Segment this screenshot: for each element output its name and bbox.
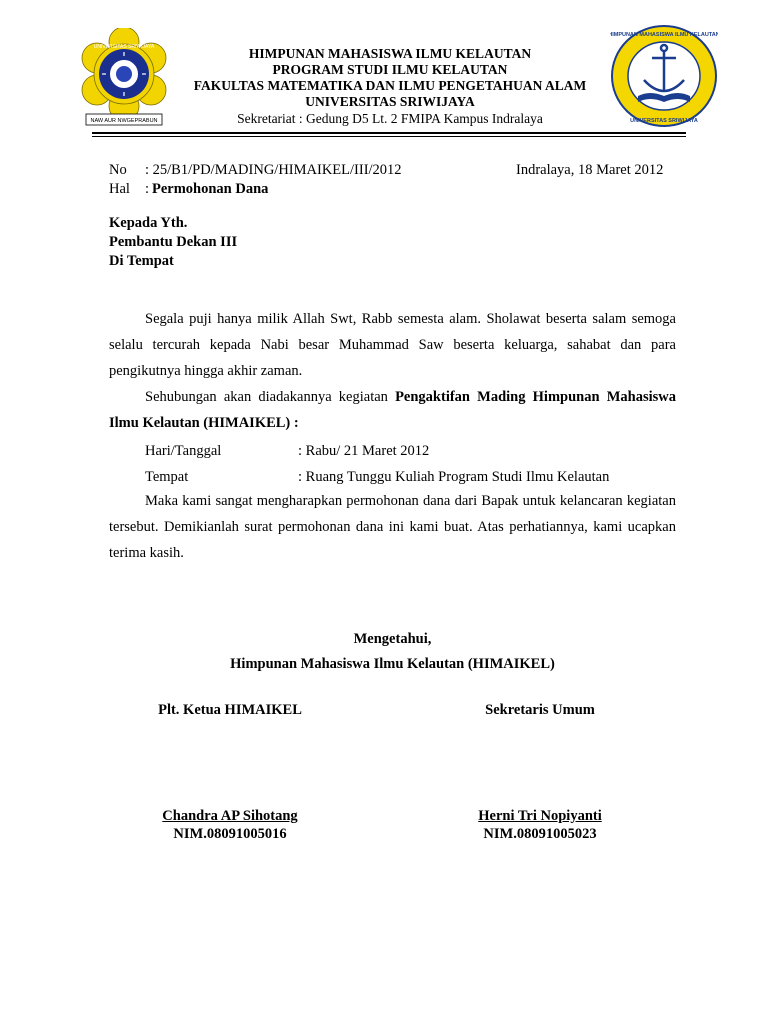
body-paragraph-2-text: Sehubungan akan diadakannya kegiatan (145, 389, 396, 405)
recipient-greeting: Kepada Yth. (109, 215, 188, 231)
organization-name: Himpunan Mahasiswa Ilmu Kelautan (HIMAIKEL) (230, 656, 555, 672)
header-secretariat: Sekretariat : Gedung D5 Lt. 2 FMIPA Kampus Indralaya (237, 111, 543, 126)
right-signer-role: Sekretaris Umum (485, 702, 595, 718)
logo-ring-text: UNIVERSITAS SRIWIJAYA (93, 44, 155, 50)
header-org-name: HIMPUNAN MAHASISWA ILMU KELAUTAN (248, 46, 532, 61)
logo-ribbon-text: NAW AUR NWGEPRABUN (90, 118, 158, 124)
acknowledge-label: Mengetahui, (353, 631, 432, 647)
header-faculty: FAKULTAS MATEMATIKA DAN ILMU PENGETAHUAN ALAM (193, 78, 587, 93)
place-label: Tempat (145, 469, 189, 485)
letter-subject: Permohonan Dana (152, 181, 269, 197)
header-divider-thin (92, 136, 686, 137)
recipient-title: Pembantu Dekan III (109, 234, 238, 250)
letter-subject-label: Hal (109, 181, 130, 197)
logo-ring-bottom-text: UNIVERSITAS SRIWIJAYA (630, 118, 698, 124)
day-value: : Rabu/ 21 Maret 2012 (298, 443, 430, 459)
recipient-place: Di Tempat (109, 253, 174, 269)
header-divider (92, 132, 686, 134)
right-signer-name: Herni Tri Nopiyanti (478, 808, 602, 824)
header-program: PROGRAM STUDI ILMU KELAUTAN (272, 62, 508, 77)
letter-subject-colon: : (145, 181, 150, 197)
letter-number-label: No (109, 162, 127, 178)
header-university: UNIVERSITAS SRIWIJAYA (305, 94, 475, 109)
letter-number: : 25/B1/PD/MADING/HIMAIKEL/III/2012 (145, 162, 402, 178)
left-signer-nim: NIM.08091005016 (173, 826, 287, 842)
left-signer-name: Chandra AP Sihotang (162, 808, 298, 824)
right-signer-nim: NIM.08091005023 (483, 826, 597, 842)
logo-ring-top-text: HIMPUNAN MAHASISWA ILMU KELAUTAN (610, 32, 718, 38)
place-value: : Ruang Tunggu Kuliah Program Studi Ilmu Kelautan (298, 469, 610, 485)
event-name: Pengaktifan Mading Himpunan Mahasiswa Ilmu Kelautan (HIMAIKEL) : (109, 389, 676, 431)
letter-date: Indralaya, 18 Maret 2012 (516, 162, 664, 178)
body-paragraph-2 (109, 384, 676, 436)
body-paragraph-1: Segala puji hanya milik Allah Swt, Rabb semesta alam. Sholawat beserta salam semoga selalu tercurah kepada Nabi besar Muhammad Saw beserta keluarga, sahabat dan para pengikutnya hingga akhir zaman. (109, 311, 676, 379)
left-signer-role: Plt. Ketua HIMAIKEL (158, 702, 302, 718)
body-paragraph-3: Maka kami sangat mengharapkan permohonan dana dari Bapak untuk kelancaran kegiatan tersebut. Demikianlah surat permohonan dana ini kami buat. Atas perhatiannya, kami ucapkan terima kasih. (109, 493, 676, 561)
day-label: Hari/Tanggal (145, 443, 222, 459)
